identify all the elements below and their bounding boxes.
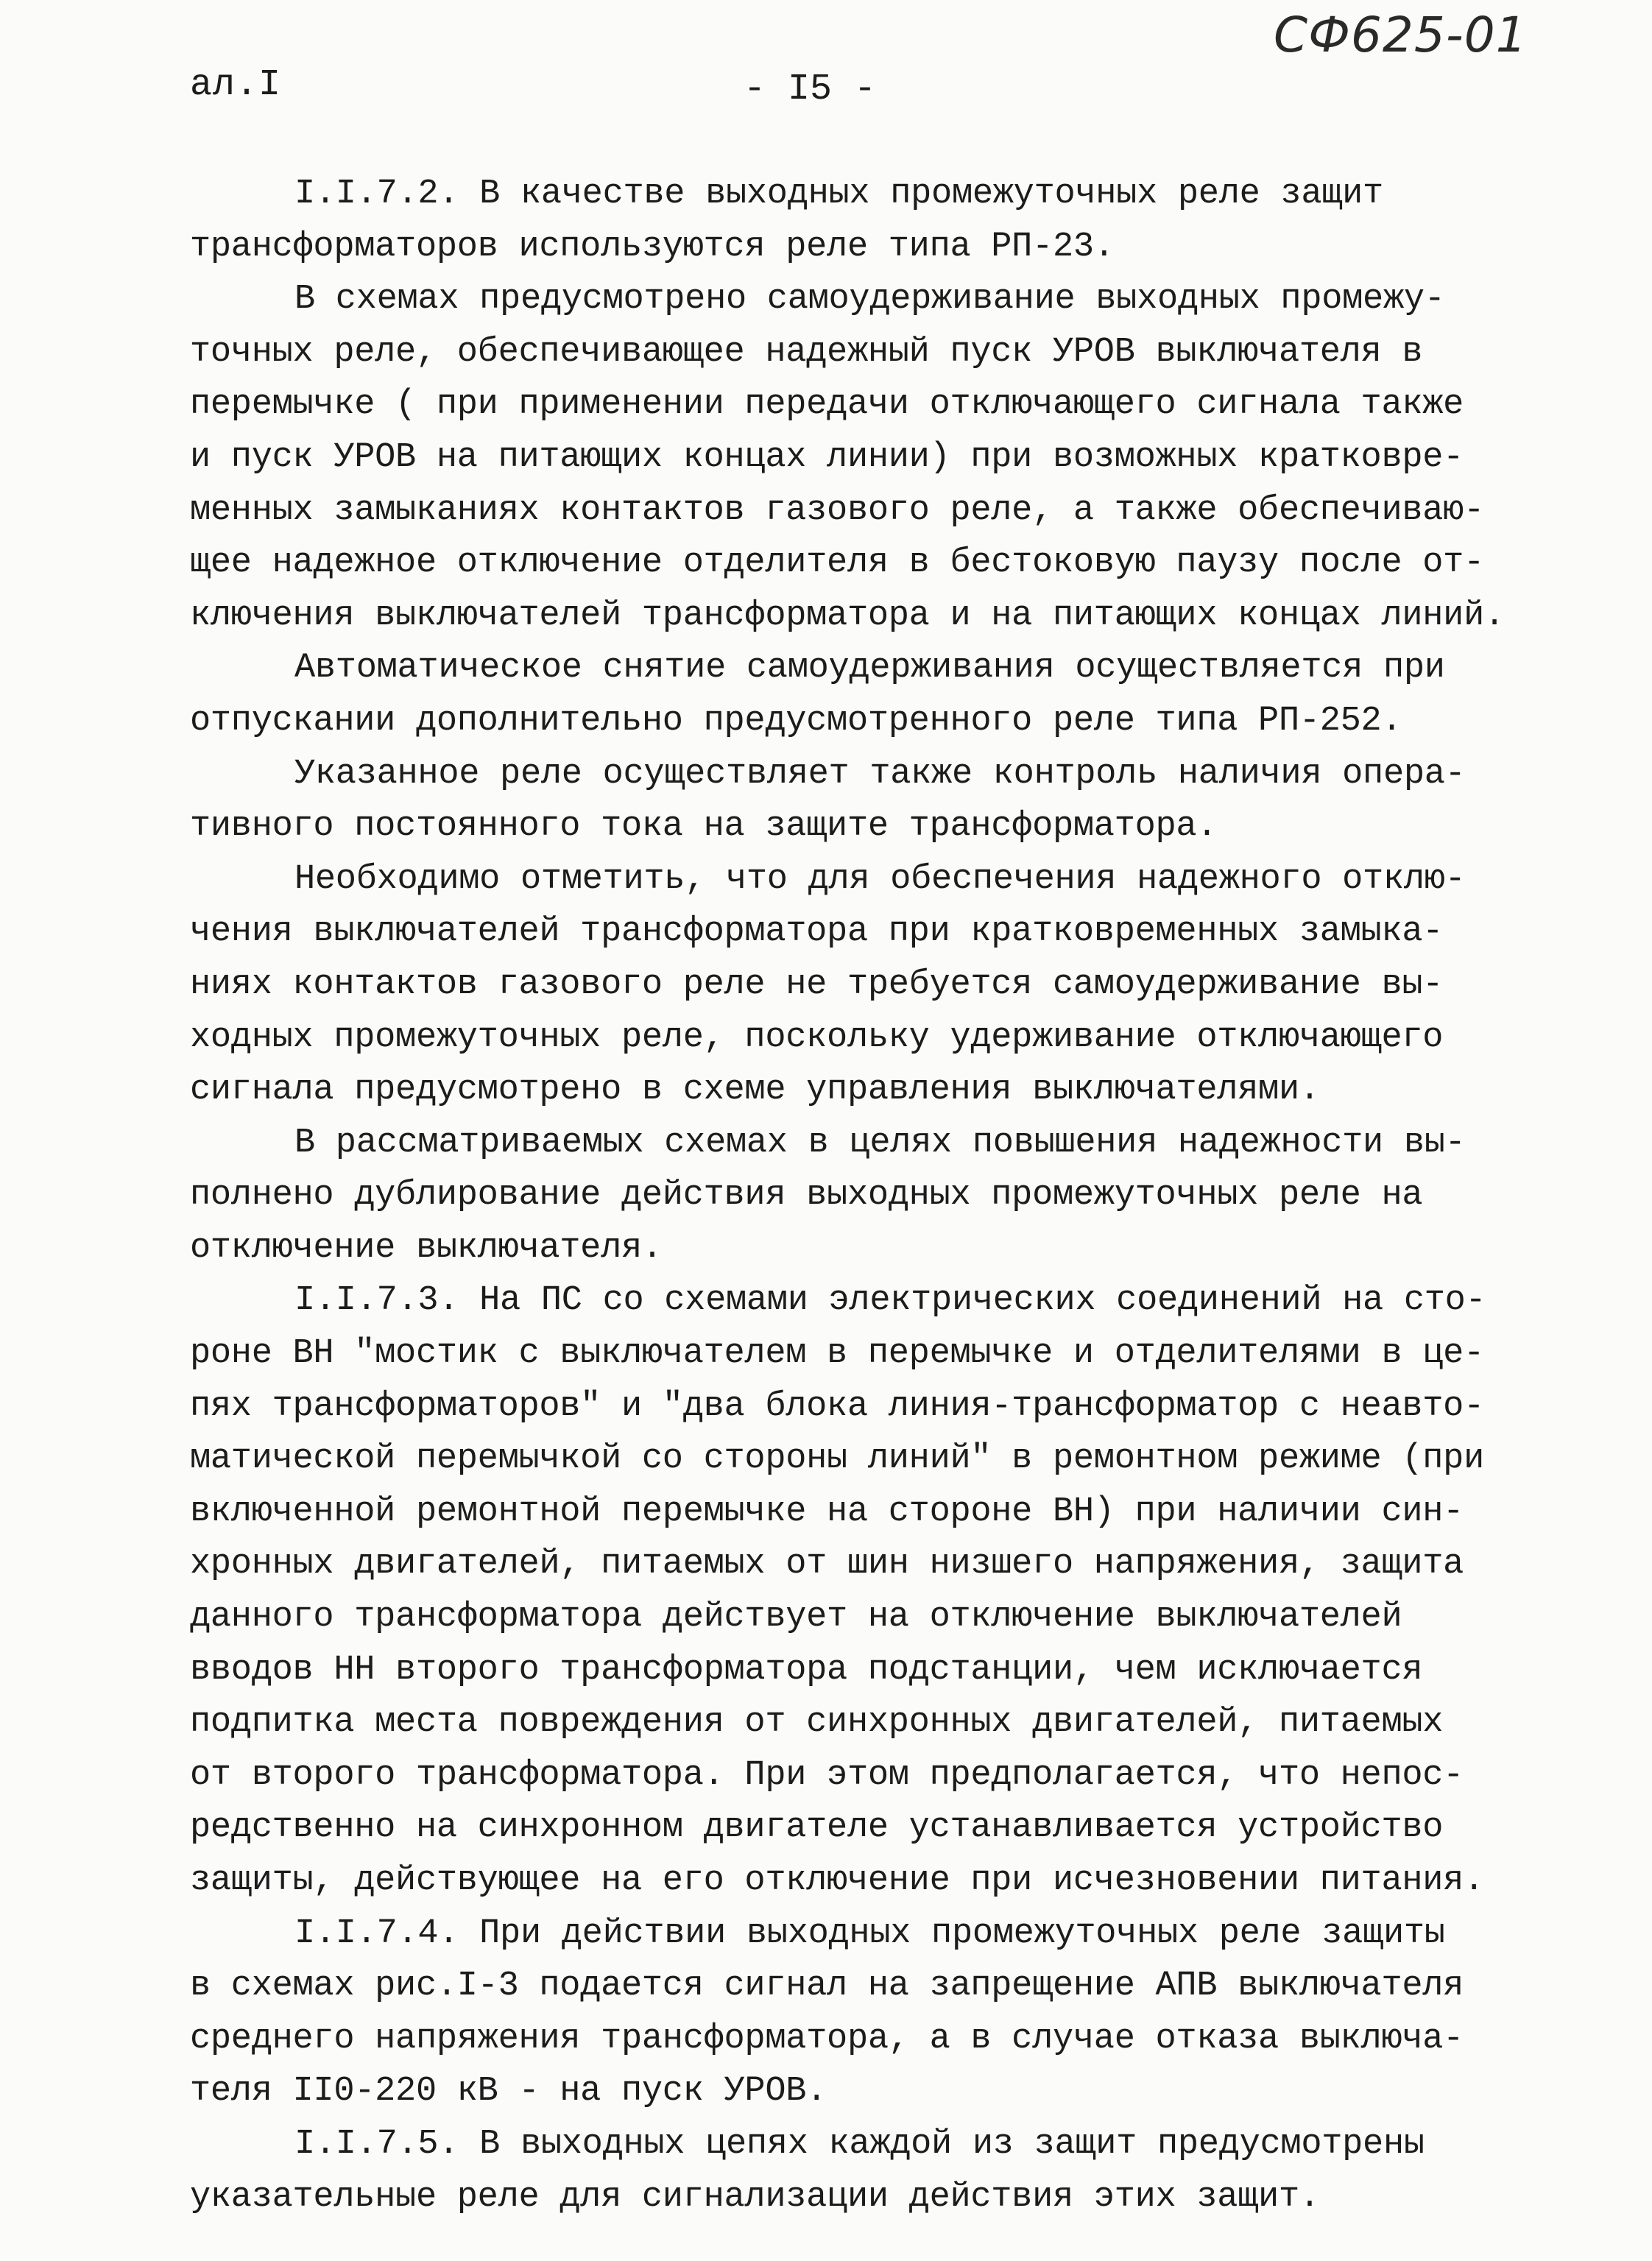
text-line: В схемах предусмотрено самоудерживание выходных промежу- xyxy=(294,280,1445,320)
text-line: защиты, действующее на его отключение при исчезновении питания. xyxy=(190,1861,1484,1900)
text-line: роне ВН "мостик с выключателем в перемычке и отделителями в це- xyxy=(190,1334,1484,1374)
text-line: пях трансформаторов" и "два блока линия-трансформатор с неавто- xyxy=(190,1386,1484,1426)
text-line: менных замыканиях контактов газового реле, а также обеспечиваю- xyxy=(190,490,1484,530)
text-line: I.I.7.5. В выходных цепях каждой из защит предусмотрены xyxy=(294,2124,1425,2164)
text-line: и пуск УРОВ на питающих концах линии) при возможных кратковре- xyxy=(190,437,1464,477)
text-line: точных реле, обеспечивающее надежный пуск УРОВ выключателя в xyxy=(190,332,1423,372)
handwritten-document-code: СФ625-01 xyxy=(1274,7,1528,63)
text-line: отключение выключателя. xyxy=(190,1228,663,1268)
text-line: хронных двигателей, питаемых от шин низшего напряжения, защита xyxy=(190,1545,1464,1584)
text-line: среднего напряжения трансформатора, а в случае отказа выключа- xyxy=(190,2019,1464,2059)
text-line: В рассматриваемых схемах в целях повышения надежности вы- xyxy=(294,1123,1466,1163)
text-line: I.I.7.2. В качестве выходных промежуточных реле защит xyxy=(294,174,1383,214)
text-line: I.I.7.4. При действии выходных промежуточных реле защиты xyxy=(294,1913,1445,1953)
text-line: матической перемычкой со стороны линий" в ремонтном режиме (при xyxy=(190,1439,1484,1479)
text-line: данного трансформатора действует на отключение выключателей xyxy=(190,1598,1402,1637)
text-line: в схемах рис.I-3 подается сигнал на запрещение АПВ выключателя xyxy=(190,1967,1464,2006)
text-line: указательные реле для сигнализации действия этих защит. xyxy=(190,2177,1320,2217)
text-line: сигнала предусмотрено в схеме управления выключателями. xyxy=(190,1070,1320,1110)
text-line: ключения выключателей трансформатора и на питающих концах линий. xyxy=(190,596,1505,635)
text-line: Автоматическое снятие самоудерживания осуществляется при xyxy=(294,649,1445,688)
text-line: отпускании дополнительно предусмотренного реле типа РП-252. xyxy=(190,701,1402,741)
page-number: - I5 - xyxy=(744,68,877,110)
body-text xyxy=(190,168,1567,2223)
text-line: чения выключателей трансформатора при кратковременных замыка- xyxy=(190,912,1444,952)
text-line: ниях контактов газового реле не требуется самоудерживание вы- xyxy=(190,964,1444,1004)
text-line: включенной ремонтной перемычке на стороне ВН) при наличии син- xyxy=(190,1492,1464,1531)
text-line: трансформаторов используются реле типа РП-23. xyxy=(190,227,1115,267)
text-line: I.I.7.3. На ПС со схемами электрических соединений на сто- xyxy=(294,1281,1486,1321)
text-line: полнено дублирование действия выходных промежуточных реле на xyxy=(190,1176,1423,1216)
sheet-label: ал.I xyxy=(190,64,282,106)
text-line: подпитка места повреждения от синхронных двигателей, питаемых xyxy=(190,1703,1444,1743)
text-line: редственно на синхронном двигателе устанавливается устройство xyxy=(190,1808,1444,1848)
text-line: Необходимо отметить, что для обеспечения надежного отклю- xyxy=(294,859,1466,899)
text-line: тивного постоянного тока на защите трансформатора. xyxy=(190,807,1218,847)
text-line: щее надежное отключение отделителя в бестоковую паузу после от- xyxy=(190,543,1484,583)
text-line: вводов НН второго трансформатора подстанции, чем исключается xyxy=(190,1650,1423,1690)
text-line: Указанное реле осуществляет также контроль наличия опера- xyxy=(294,754,1466,794)
text-line: ходных промежуточных реле, поскольку удерживание отключающего xyxy=(190,1017,1444,1057)
text-line: теля II0-220 кВ - на пуск УРОВ. xyxy=(190,2072,827,2112)
text-line: перемычке ( при применении передачи отключающего сигнала также xyxy=(190,385,1464,425)
text-line: от второго трансформатора. При этом предполагается, что непос- xyxy=(190,1755,1464,1795)
